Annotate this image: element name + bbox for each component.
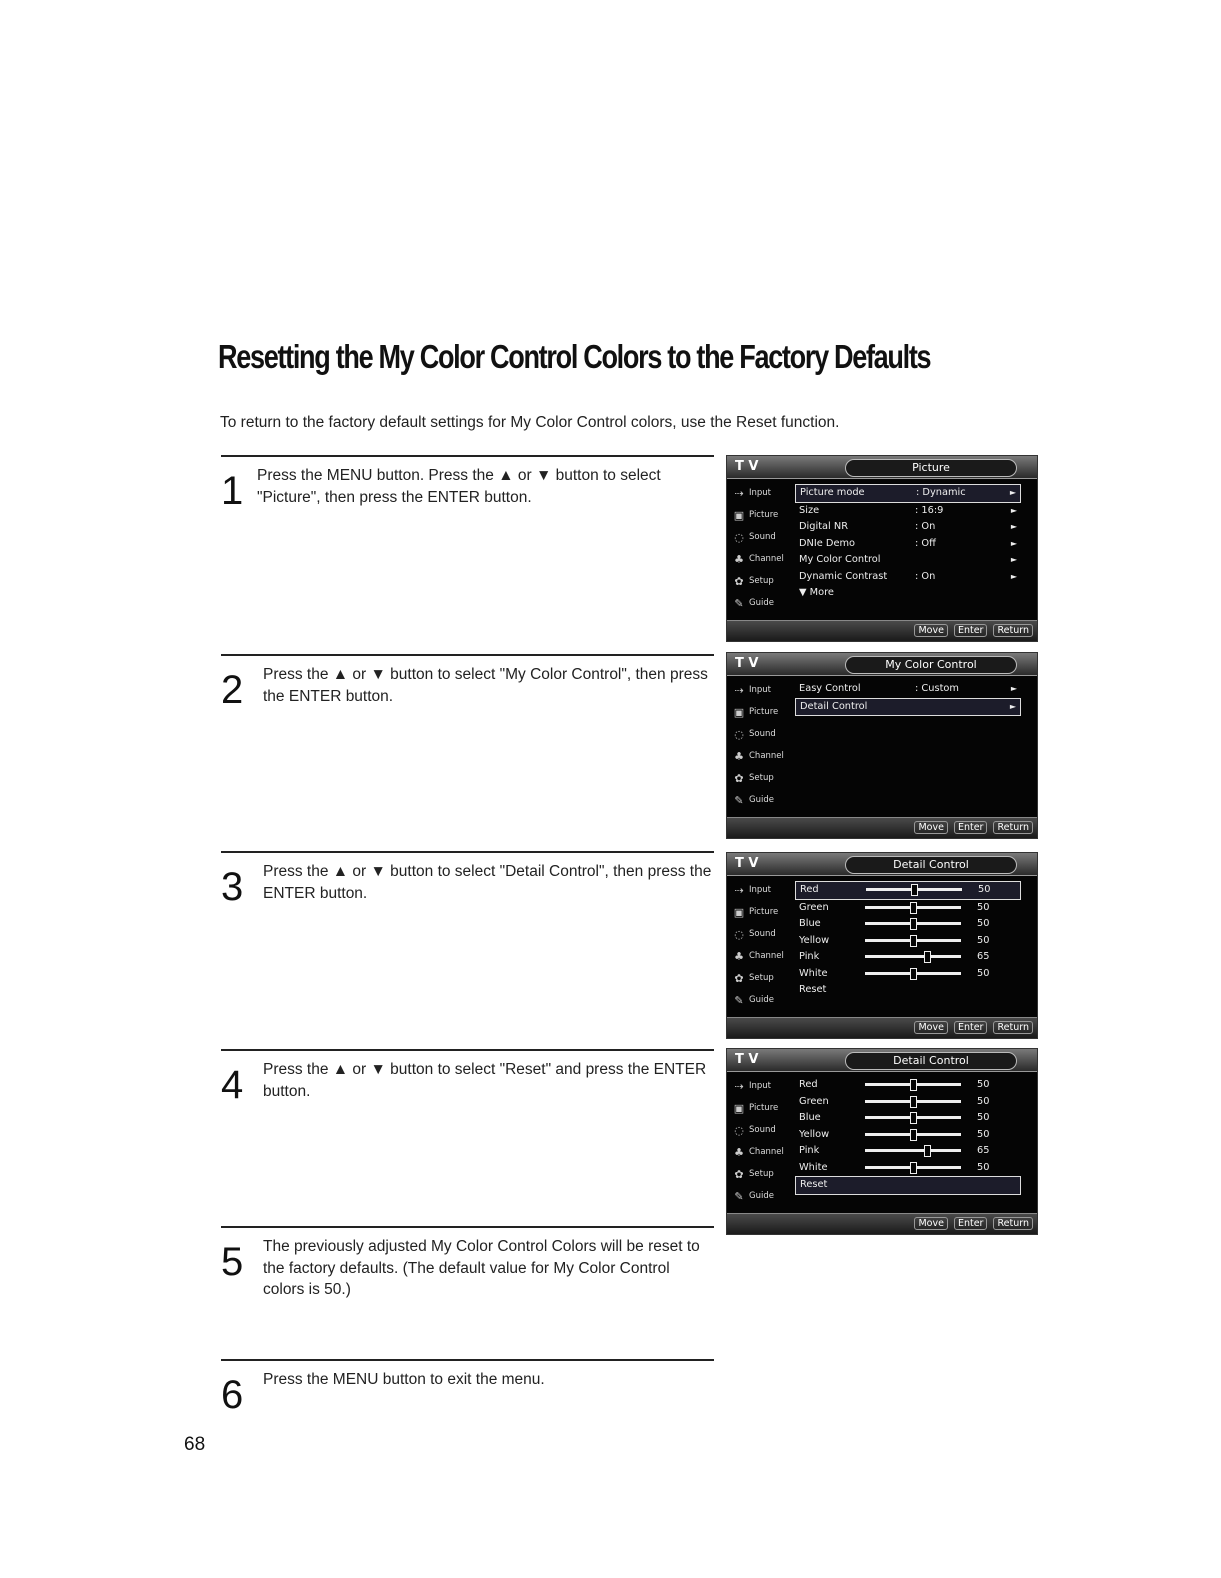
color-slider[interactable] <box>865 1166 961 1169</box>
osd-row-label: Easy Control <box>799 683 861 694</box>
step-text: Press the ▲ or ▼ button to select "Detail Control", then press the ENTER button. <box>263 863 712 902</box>
osd-header <box>727 653 1037 676</box>
osd-sidebar-item[interactable] <box>729 482 793 504</box>
osd-row-value: 50 <box>977 1079 990 1090</box>
channel-icon: ♣ <box>734 949 744 963</box>
osd-row-label: Dynamic Contrast <box>799 570 888 582</box>
tv-label: T V <box>735 856 759 871</box>
tv-label: T V <box>735 656 759 671</box>
osd-row-label: Green <box>799 901 829 913</box>
osd-menu-row[interactable] <box>795 1143 1021 1160</box>
osd-footer <box>727 817 1037 838</box>
page-title: Resetting the My Color Control Colors to the Factory Defaults <box>218 338 931 375</box>
osd-sidebar <box>729 679 793 811</box>
guide-icon: ✎ <box>734 793 744 807</box>
slider-knob[interactable] <box>924 951 931 963</box>
color-slider[interactable] <box>865 972 961 975</box>
hint-return: Return <box>993 821 1033 834</box>
osd-sidebar-label: Sound <box>749 532 776 542</box>
osd-row-label: DNIe Demo <box>799 537 856 549</box>
arrow-right-icon: ► <box>1010 538 1017 548</box>
color-slider[interactable] <box>865 1133 961 1136</box>
osd-sidebar <box>729 482 793 614</box>
osd-menu-row[interactable] <box>795 916 1021 933</box>
tv-label: T V <box>735 1052 759 1067</box>
osd-row-label: Size <box>799 504 820 516</box>
slider-knob[interactable] <box>910 935 917 947</box>
slider-knob[interactable] <box>910 918 917 930</box>
osd-header <box>727 456 1037 479</box>
step-2 <box>221 654 714 846</box>
color-slider[interactable] <box>865 1116 961 1119</box>
intro-text: To return to the factory default settings for My Color Control colors, use the Reset function. <box>220 414 840 431</box>
osd-row-value: 50 <box>977 918 990 929</box>
osd-row-value: : Off <box>915 537 936 549</box>
osd-menu-row[interactable] <box>795 1094 1021 1111</box>
slider-knob[interactable] <box>924 1145 931 1157</box>
step-text: Press the MENU button to exit the menu. <box>263 1371 545 1388</box>
osd-row-label: ▼ More <box>799 587 834 598</box>
osd-menu-row[interactable] <box>795 569 1021 586</box>
color-slider[interactable] <box>865 1149 961 1152</box>
osd-menu-row[interactable] <box>795 881 1021 900</box>
osd-sidebar-label: Picture <box>749 707 779 717</box>
osd-row-label: Reset <box>799 984 827 995</box>
osd-row-value: 50 <box>977 1128 990 1140</box>
osd-sidebar-label: Input <box>749 885 772 895</box>
step-text: The previously adjusted My Color Control Colors will be reset to the factory defaults. (The default value for My Color Control colors is 50.) <box>263 1238 700 1298</box>
osd-menu-row[interactable] <box>795 1127 1021 1144</box>
osd-row-value: : 16:9 <box>915 504 944 516</box>
osd-row-value: 50 <box>977 1112 990 1123</box>
osd-footer <box>727 1213 1037 1234</box>
slider-knob[interactable] <box>910 1079 917 1091</box>
sound-icon: ◌ <box>734 530 744 544</box>
slider-knob[interactable] <box>910 1162 917 1174</box>
osd-sidebar-label: Setup <box>749 576 774 586</box>
osd-sidebar-item[interactable] <box>729 1185 793 1207</box>
setup-icon: ✿ <box>734 971 744 985</box>
osd-row-value: : On <box>915 521 936 532</box>
step-3 <box>221 851 714 1043</box>
osd-header <box>727 1049 1037 1072</box>
osd-sidebar-item[interactable] <box>729 745 793 767</box>
input-icon: ⇢ <box>734 683 744 697</box>
osd-sidebar-label: Channel <box>749 751 784 761</box>
arrow-right-icon: ► <box>1010 522 1017 531</box>
osd-row-label: Picture mode <box>800 487 865 498</box>
osd-menu-title: Detail Control <box>845 1052 1017 1070</box>
slider-knob[interactable] <box>910 1129 917 1141</box>
osd-menu-row[interactable] <box>795 900 1021 917</box>
osd-row-label: Digital NR <box>799 521 849 532</box>
osd-sidebar-item[interactable] <box>729 989 793 1011</box>
hint-move: Move <box>914 1217 947 1230</box>
step-number: 1 <box>221 469 244 513</box>
osd-row-label: Blue <box>799 918 821 929</box>
osd-picture-menu <box>726 455 1038 642</box>
step-number: 5 <box>221 1240 244 1284</box>
osd-menu-row[interactable] <box>795 949 1021 966</box>
step-number: 3 <box>221 865 244 909</box>
osd-sidebar-item[interactable] <box>729 901 793 923</box>
osd-menu-rows <box>795 1077 1021 1195</box>
osd-sidebar-item[interactable] <box>729 945 793 967</box>
osd-row-label: My Color Control <box>799 554 881 565</box>
osd-menu-row[interactable] <box>795 552 1021 569</box>
sound-icon: ◌ <box>734 1123 744 1137</box>
osd-menu-row[interactable] <box>795 503 1021 520</box>
osd-footer <box>727 1017 1037 1038</box>
osd-menu-title: My Color Control <box>845 656 1017 674</box>
osd-sidebar-item[interactable] <box>729 1075 793 1097</box>
color-slider[interactable] <box>865 939 961 942</box>
osd-sidebar-label: Guide <box>749 1191 774 1201</box>
hint-enter: Enter <box>954 1217 988 1230</box>
osd-menu-row[interactable] <box>795 519 1021 536</box>
osd-sidebar-label: Guide <box>749 598 774 608</box>
arrow-right-icon: ► <box>1010 505 1017 515</box>
picture-icon: ▣ <box>733 705 745 719</box>
osd-sidebar-item[interactable] <box>729 1141 793 1163</box>
osd-row-label: Blue <box>799 1112 821 1123</box>
osd-header <box>727 853 1037 876</box>
input-icon: ⇢ <box>734 1079 744 1093</box>
osd-row-label: Yellow <box>799 1128 830 1140</box>
step-text: Press the ▲ or ▼ button to select "Reset" and press the ENTER button. <box>263 1061 707 1100</box>
osd-sidebar-item[interactable] <box>729 1097 793 1119</box>
arrow-right-icon: ► <box>1009 488 1016 497</box>
hint-move: Move <box>914 1021 947 1034</box>
guide-icon: ✎ <box>734 993 744 1007</box>
osd-sidebar-item[interactable] <box>729 548 793 570</box>
arrow-right-icon: ► <box>1010 571 1017 581</box>
osd-sidebar-item[interactable] <box>729 967 793 989</box>
osd-row-label: Pink <box>799 951 820 962</box>
osd-row-label: Detail Control <box>800 700 868 712</box>
osd-sidebar-item[interactable] <box>729 679 793 701</box>
hint-return: Return <box>993 1217 1033 1230</box>
hint-return: Return <box>993 624 1033 637</box>
hint-return: Return <box>993 1021 1033 1034</box>
hint-move: Move <box>914 624 947 637</box>
setup-icon: ✿ <box>734 1167 744 1181</box>
osd-menu-rows <box>795 881 1021 999</box>
osd-sidebar <box>729 879 793 1011</box>
step-4 <box>221 1049 714 1221</box>
osd-sidebar-label: Guide <box>749 995 774 1005</box>
color-slider[interactable] <box>865 1083 961 1086</box>
arrow-right-icon: ► <box>1010 684 1017 693</box>
picture-icon: ▣ <box>733 1101 745 1115</box>
osd-menu-row[interactable] <box>795 585 1021 602</box>
osd-my-color-control-menu <box>726 652 1038 839</box>
channel-icon: ♣ <box>734 552 744 566</box>
step-number: 2 <box>221 668 244 712</box>
osd-menu-row[interactable] <box>795 982 1021 999</box>
slider-knob[interactable] <box>910 1112 917 1124</box>
osd-sidebar-label: Guide <box>749 795 774 805</box>
osd-menu-rows <box>795 681 1021 716</box>
step-text: Press the ▲ or ▼ button to select "My Color Control", then press the ENTER button. <box>263 666 708 705</box>
slider-knob[interactable] <box>910 1096 917 1108</box>
osd-sidebar-label: Setup <box>749 773 774 783</box>
osd-sidebar-item[interactable] <box>729 723 793 745</box>
slider-knob[interactable] <box>911 884 918 896</box>
osd-row-value: 65 <box>977 951 990 962</box>
setup-icon: ✿ <box>734 771 744 785</box>
osd-row-label: Pink <box>799 1145 820 1156</box>
osd-row-label: Red <box>800 884 819 895</box>
osd-sidebar-label: Setup <box>749 973 774 983</box>
osd-sidebar-label: Sound <box>749 929 776 939</box>
color-slider[interactable] <box>865 1100 961 1103</box>
osd-row-value: : Custom <box>915 683 959 694</box>
picture-icon: ▣ <box>733 508 745 522</box>
osd-sidebar-label: Input <box>749 1081 772 1091</box>
osd-menu-row[interactable] <box>795 1176 1021 1195</box>
osd-sidebar-label: Channel <box>749 1147 784 1157</box>
hint-move: Move <box>914 821 947 834</box>
osd-sidebar-item[interactable] <box>729 592 793 614</box>
osd-row-value: 50 <box>977 901 990 913</box>
osd-sidebar-item[interactable] <box>729 923 793 945</box>
osd-row-label: Red <box>799 1079 818 1090</box>
osd-footer <box>727 620 1037 641</box>
color-slider[interactable] <box>865 955 961 958</box>
step-number: 6 <box>221 1373 244 1417</box>
osd-row-label: White <box>799 1161 828 1173</box>
osd-sidebar-item[interactable] <box>729 1163 793 1185</box>
osd-menu-title: Picture <box>845 459 1017 477</box>
input-icon: ⇢ <box>734 486 744 500</box>
page-number: 68 <box>184 1434 206 1455</box>
osd-sidebar-label: Input <box>749 488 772 498</box>
step-6 <box>221 1359 714 1421</box>
osd-sidebar-item[interactable] <box>729 879 793 901</box>
hint-enter: Enter <box>954 1021 988 1034</box>
osd-row-label: White <box>799 967 828 979</box>
osd-row-value: 50 <box>978 884 991 895</box>
osd-menu-row[interactable] <box>795 698 1021 717</box>
input-icon: ⇢ <box>734 883 744 897</box>
arrow-right-icon: ► <box>1010 555 1017 564</box>
osd-row-label: Green <box>799 1095 829 1107</box>
osd-sidebar-label: Input <box>749 685 772 695</box>
osd-row-label: Reset <box>800 1179 828 1190</box>
osd-row-value: 50 <box>977 934 990 946</box>
osd-sidebar-item[interactable] <box>729 701 793 723</box>
arrow-right-icon: ► <box>1009 701 1016 711</box>
sound-icon: ◌ <box>734 727 744 741</box>
slider-knob[interactable] <box>910 968 917 980</box>
osd-menu-rows <box>795 484 1021 602</box>
osd-sidebar-item[interactable] <box>729 1119 793 1141</box>
osd-row-value: 50 <box>977 967 990 979</box>
osd-menu-title: Detail Control <box>845 856 1017 874</box>
step-text: Press the MENU button. Press the ▲ or ▼ button to select "Picture", then press the ENTER button. <box>257 467 661 506</box>
color-slider[interactable] <box>866 888 962 891</box>
osd-sidebar-label: Sound <box>749 729 776 739</box>
osd-row-value: 50 <box>977 1095 990 1107</box>
osd-sidebar-label: Picture <box>749 907 779 917</box>
osd-menu-row[interactable] <box>795 933 1021 950</box>
osd-sidebar-item[interactable] <box>729 789 793 811</box>
osd-detail-control-menu <box>726 852 1038 1039</box>
color-slider[interactable] <box>865 922 961 925</box>
osd-row-value: : On <box>915 570 936 582</box>
channel-icon: ♣ <box>734 749 744 763</box>
setup-icon: ✿ <box>734 574 744 588</box>
osd-menu-row[interactable] <box>795 1110 1021 1127</box>
color-slider[interactable] <box>865 906 961 909</box>
osd-sidebar-label: Channel <box>749 554 784 564</box>
picture-icon: ▣ <box>733 905 745 919</box>
guide-icon: ✎ <box>734 596 744 610</box>
osd-row-value: 65 <box>977 1145 990 1156</box>
osd-sidebar-label: Sound <box>749 1125 776 1135</box>
osd-menu-row[interactable] <box>795 1160 1021 1177</box>
step-1 <box>221 455 714 647</box>
osd-menu-row[interactable] <box>795 536 1021 553</box>
osd-sidebar-label: Picture <box>749 1103 779 1113</box>
channel-icon: ♣ <box>734 1145 744 1159</box>
osd-sidebar-item[interactable] <box>729 526 793 548</box>
step-5 <box>221 1226 714 1348</box>
osd-detail-control-reset-menu <box>726 1048 1038 1235</box>
osd-sidebar-item[interactable] <box>729 767 793 789</box>
guide-icon: ✎ <box>734 1189 744 1203</box>
slider-knob[interactable] <box>910 902 917 914</box>
osd-sidebar-label: Picture <box>749 510 779 520</box>
osd-row-value: : Dynamic <box>916 487 966 498</box>
osd-row-value: 50 <box>977 1161 990 1173</box>
osd-menu-row[interactable] <box>795 1077 1021 1094</box>
osd-menu-row[interactable] <box>795 966 1021 983</box>
osd-sidebar <box>729 1075 793 1207</box>
sound-icon: ◌ <box>734 927 744 941</box>
hint-enter: Enter <box>954 821 988 834</box>
osd-sidebar-label: Setup <box>749 1169 774 1179</box>
osd-menu-row[interactable] <box>795 681 1021 698</box>
osd-sidebar-label: Channel <box>749 951 784 961</box>
step-number: 4 <box>221 1063 244 1107</box>
tv-label: T V <box>735 459 759 474</box>
osd-row-label: Yellow <box>799 934 830 946</box>
osd-sidebar-item[interactable] <box>729 504 793 526</box>
hint-enter: Enter <box>954 624 988 637</box>
osd-sidebar-item[interactable] <box>729 570 793 592</box>
osd-menu-row[interactable] <box>795 484 1021 503</box>
